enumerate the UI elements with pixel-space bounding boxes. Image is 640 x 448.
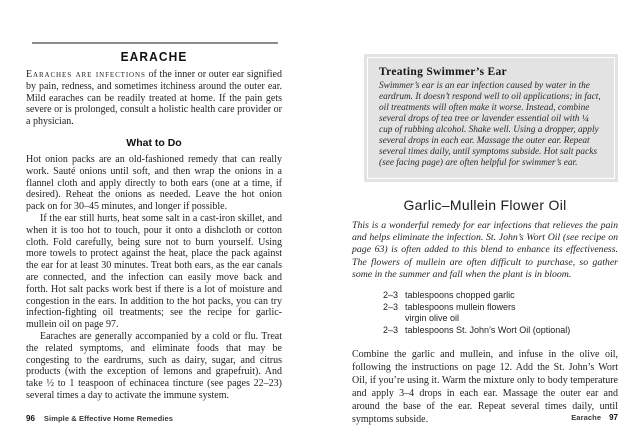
ingredient-name: virgin olive oil	[405, 313, 460, 324]
ingredient-name: tablespoons St. John’s Wort Oil (optional)	[405, 324, 571, 335]
intro-rest: of the inner or outer ear signified by pain, redness, and sometimes itchiness around the outer ear. Mild earaches can be readily treated at home. If the pain gets severe or is prolonged, consult a holistic health care provider or a physician.	[26, 69, 282, 128]
sidebar-box-body: Swimmer’s ear is an ear infection caused by water in the eardrum. It doesn’t respond well to oil applications; in fact, oil treatments will often make it worse. Instead, combine several drops of tea tree or lavender essential oil with ¼ cup of rubbing alcohol. Shake well. Using a dropper, apply several drops in each ear. Massage the outer ear. Repeat several times daily, until symptoms subside. Hot salt packs (see facing page) are often helpful for swimmer’s ear.	[379, 81, 601, 168]
ingredient-row	[383, 302, 618, 314]
paragraph-cold-flu: Earaches are generally accompanied by a cold or flu. Treat the related symptoms, and eliminate foods that may be congesting to the eardrums, such as dairy, sugar, and citrus products (with the exception of lemons and grapefruit). And take ½ to 1 teaspoon of echinacea tincture (see pages 22–23) several times a day to activate the immune system.	[26, 330, 282, 401]
sidebar-box-inner	[367, 57, 615, 179]
page-number-left: 96	[26, 414, 35, 423]
book-title: Simple & Effective Home Remedies	[43, 414, 173, 423]
ingredient-list	[383, 290, 618, 336]
intro-paragraph	[26, 69, 282, 128]
footer-right	[352, 413, 618, 422]
paragraph-hot-onion-packs: Hot onion packs are an old-fashioned remedy that can really work. Sauté onions until soft, and then wrap the onions in a flannel cloth and apply directly to both ears (one at a time, if desired). Reheat the onions as needed. Leave the hot onion pack on for 30–45 minutes, and longer if possible.	[26, 153, 282, 213]
title-rule	[32, 42, 278, 44]
section-title: Earache	[571, 413, 602, 422]
intro-leadin: Earaches are infections	[26, 69, 146, 80]
ingredient-name: tablespoons chopped garlic	[405, 290, 515, 301]
ingredient-quantity	[383, 313, 405, 325]
page-right	[352, 54, 618, 426]
ingredient-row	[383, 325, 618, 337]
section-heading-what-to-do: What to Do	[126, 136, 182, 149]
sidebar-box	[364, 54, 618, 182]
recipe-title: Garlic–Mullein Flower Oil	[403, 197, 567, 213]
page-left	[26, 40, 282, 402]
ingredient-row	[383, 313, 618, 325]
footer-left	[26, 414, 282, 423]
page-title: EARACHE	[120, 49, 188, 64]
recipe-instructions: Combine the garlic and mullein, and infuse in the olive oil, following the instructions on page 12. Add the St. John’s Wort Oil, if you’re using it. Warm the mixture only to body temperature and apply 3–4 drops in each ear. Massage the outer ear and around the base of the ear. Repeat several times daily, until symptoms subside.	[352, 349, 618, 426]
page-number-right: 97	[609, 413, 618, 422]
ingredient-name: tablespoons mullein flowers	[405, 301, 516, 312]
ingredient-row	[383, 290, 618, 302]
sidebar-box-title: Treating Swimmer’s Ear	[379, 66, 507, 78]
ingredient-quantity: 2–3	[383, 290, 399, 301]
ingredient-quantity: 2–3	[383, 301, 399, 312]
recipe-intro: This is a wonderful remedy for ear infections that relieves the pain and helps eliminate the infection. St. John’s Wort Oil (see recipe on page 63) is often added to this blend to enhance its effectiveness. The flowers of mullein are often difficult to purchase, so gather some in the summer and fall when the plant is in bloom.	[352, 220, 618, 280]
ingredient-quantity: 2–3	[383, 324, 399, 335]
paragraph-hot-salt-packs: If the ear still hurts, heat some salt in a cast-iron skillet, and when it is too hot to touch, pour it onto a dishcloth or cotton cloth. Fold carefully, being sure not to burn yourself. Using more towels to protect against the heat, place the pack against the ear for at least 30 minutes. Treat both ears, as the ear canals are connected, and the infection can easily move back and forth. Hot salt packs work best if there is a lot of moisture and congestion in the ears. In addition to the hot packs, you can try infection-fighting oil treatments; see the recipe for garlic-mullein oil on page 97.	[26, 212, 282, 331]
